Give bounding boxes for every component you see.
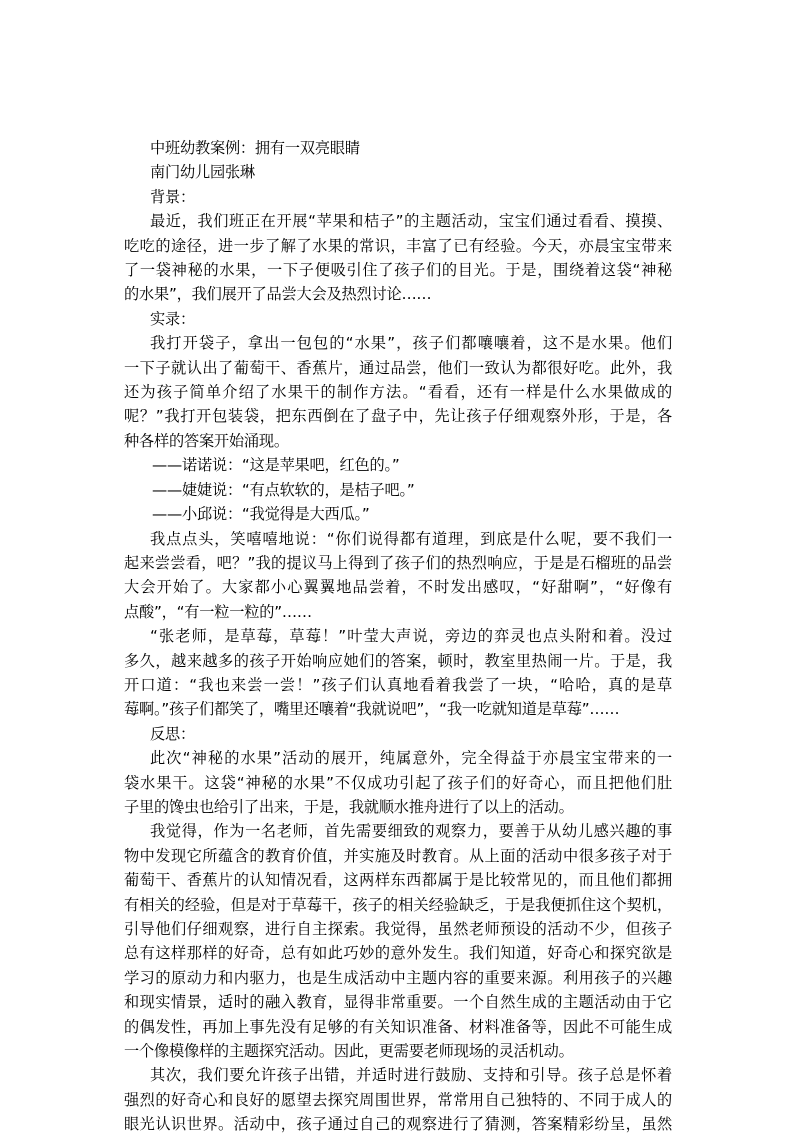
paragraph-line: 多久，越来越多的孩子开始响应她们的答案，顿时，教室里热闹一片。于是，我 [124,651,672,670]
paragraph-line: 莓啊。”孩子们都笑了，嘴里还嚷着“我就说吧”，“我一吃就知道是草莓”…… [124,700,620,719]
paragraph-line: 起来尝尝看，吧？”我的提议马上得到了孩子们的热烈响应，于是是石榴班的品尝 [124,553,672,572]
paragraph-line: 了一袋神秘的水果，一下子便吸引住了孩子们的目光。于是，围绕着这袋“神秘 [124,261,672,280]
record-paragraph-1 [124,331,672,453]
paragraph-line: 总有这样那样的好奇，总有如此巧妙的意外发生。我们知道，好奇心和探究欲是 [124,944,672,963]
paragraph-line: 其次，我们要允许孩子出错，并适时进行鼓励、支持和引导。孩子总是怀着 [150,1066,672,1085]
paragraph-line: 有相关的经验，但是对于草莓干，孩子的相关经验缺乏，于是我便抓住这个契机， [124,895,672,914]
section-label-record: 实录： [150,309,195,328]
reflection-paragraph-3 [124,1063,672,1136]
record-paragraph-3 [124,624,672,722]
paragraph-line: 吃吃的途径，进一步了解了水果的常识，丰富了已有经验。今天，亦晨宝宝带来 [124,236,672,255]
paragraph-line: 葡萄干、香蕉片的认知情况看，这两样东西都属于是比较常见的，而且他们都拥 [124,871,672,890]
paragraph-line: 学习的原动力和内驱力，也是生成活动中主题内容的重要来源。利用孩子的兴趣 [124,968,672,987]
paragraph-line: 的水果”，我们展开了品尝大会及热烈讨论…… [124,285,432,304]
paragraph-line: 和现实情景，适时的融入教育，显得非常重要。一个自然生成的主题活动由于它 [124,993,672,1012]
section-label-background: 背景： [150,187,195,206]
paragraph-line: 袋水果干。这袋“神秘的水果”不仅成功引起了孩子们的好奇心，而且把他们肚 [124,773,672,792]
document-title: 中班幼教案例：拥有一双亮眼睛 [150,139,360,157]
paragraph-line: 点酸”，“有一粒一粒的”…… [124,602,312,621]
paragraph-line: “张老师，是草莓，草莓！”叶莹大声说，旁边的弈灵也点头附和着。没过 [150,627,672,646]
reflection-paragraph-1 [124,746,672,819]
paragraph-line: 开口道：“我也来尝一尝！”孩子们认真地看着我尝了一块，“哈哈，真的是草 [124,675,672,694]
paragraph-line: 大会开始了。大家都小心翼翼地品尝着，不时发出感叹，“好甜啊”，“好像有 [124,578,672,597]
paragraph-line: 物中发现它所蕴含的教育价值，并实施及时教育。从上面的活动中很多孩子对于 [124,846,672,865]
paragraph-line: 我觉得，作为一名老师，首先需要细致的观察力，要善于从幼儿感兴趣的事 [150,822,672,841]
paragraph-line: 此次“神秘的水果”活动的展开，纯属意外，完全得益于亦晨宝宝带来的一 [150,749,672,768]
paragraph-line: 种各样的答案开始涌现。 [124,431,289,450]
section-label-reflection: 反思： [150,724,195,743]
paragraph-line: 眼光认识世界。活动中，孩子通过自己的观察进行了猜测，答案精彩纷呈，虽然 [124,1115,672,1134]
paragraph-line: 强烈的好奇心和良好的愿望去探究周围世界，常常用自己独特的、不同于成人的 [124,1090,672,1109]
paragraph-line: 一个像模像样的主题探究活动。因此，更需要老师现场的灵活机动。 [124,1042,574,1061]
paragraph-line: 还为孩子简单介绍了水果干的制作方法。“看看，还有一样是什么水果做成的 [124,383,672,402]
paragraph-line: 呢？”我打开包装袋，把东西倒在了盘子中，先让孩子仔细观察外形，于是，各 [124,407,672,426]
paragraph-line: 最近，我们班正在开展“苹果和桔子”的主题活动，宝宝们通过看看、摸摸、 [150,212,672,231]
paragraph-line: 的偶发性，再加上事先没有足够的有关知识准备、材料准备等，因此不可能生成 [124,1017,672,1036]
record-paragraph-2 [124,527,672,625]
document-author: 南门幼儿园张琳 [150,163,255,182]
reflection-paragraph-2 [124,819,672,1063]
document-page [124,136,672,1137]
background-paragraph [124,209,672,307]
dialog-line: ——诺诺说：“这是苹果吧，红色的。” [152,456,400,475]
dialog-line: ——婕婕说：“有点软软的，是桔子吧。” [152,480,415,499]
paragraph-line: 我点点头，笑嘻嘻地说：“你们说得都有道理，到底是什么呢，要不我们一 [150,529,672,548]
paragraph-line: 子里的馋虫也给引了出来，于是，我就顺水推舟进行了以上的活动。 [124,797,574,816]
record-dialogs [124,453,672,526]
dialog-line: ——小邱说：“我觉得是大西瓜。” [152,505,370,524]
paragraph-line: 一下子就认出了葡萄干、香蕉片，通过品尝，他们一致认为都很好吃。此外，我 [124,358,672,377]
paragraph-line: 我打开袋子，拿出一包包的“水果”，孩子们都嚷嚷着，这不是水果。他们 [150,334,672,353]
paragraph-line: 引导他们仔细观察，进行自主探索。我觉得，虽然老师预设的活动不少，但孩子 [124,920,672,938]
